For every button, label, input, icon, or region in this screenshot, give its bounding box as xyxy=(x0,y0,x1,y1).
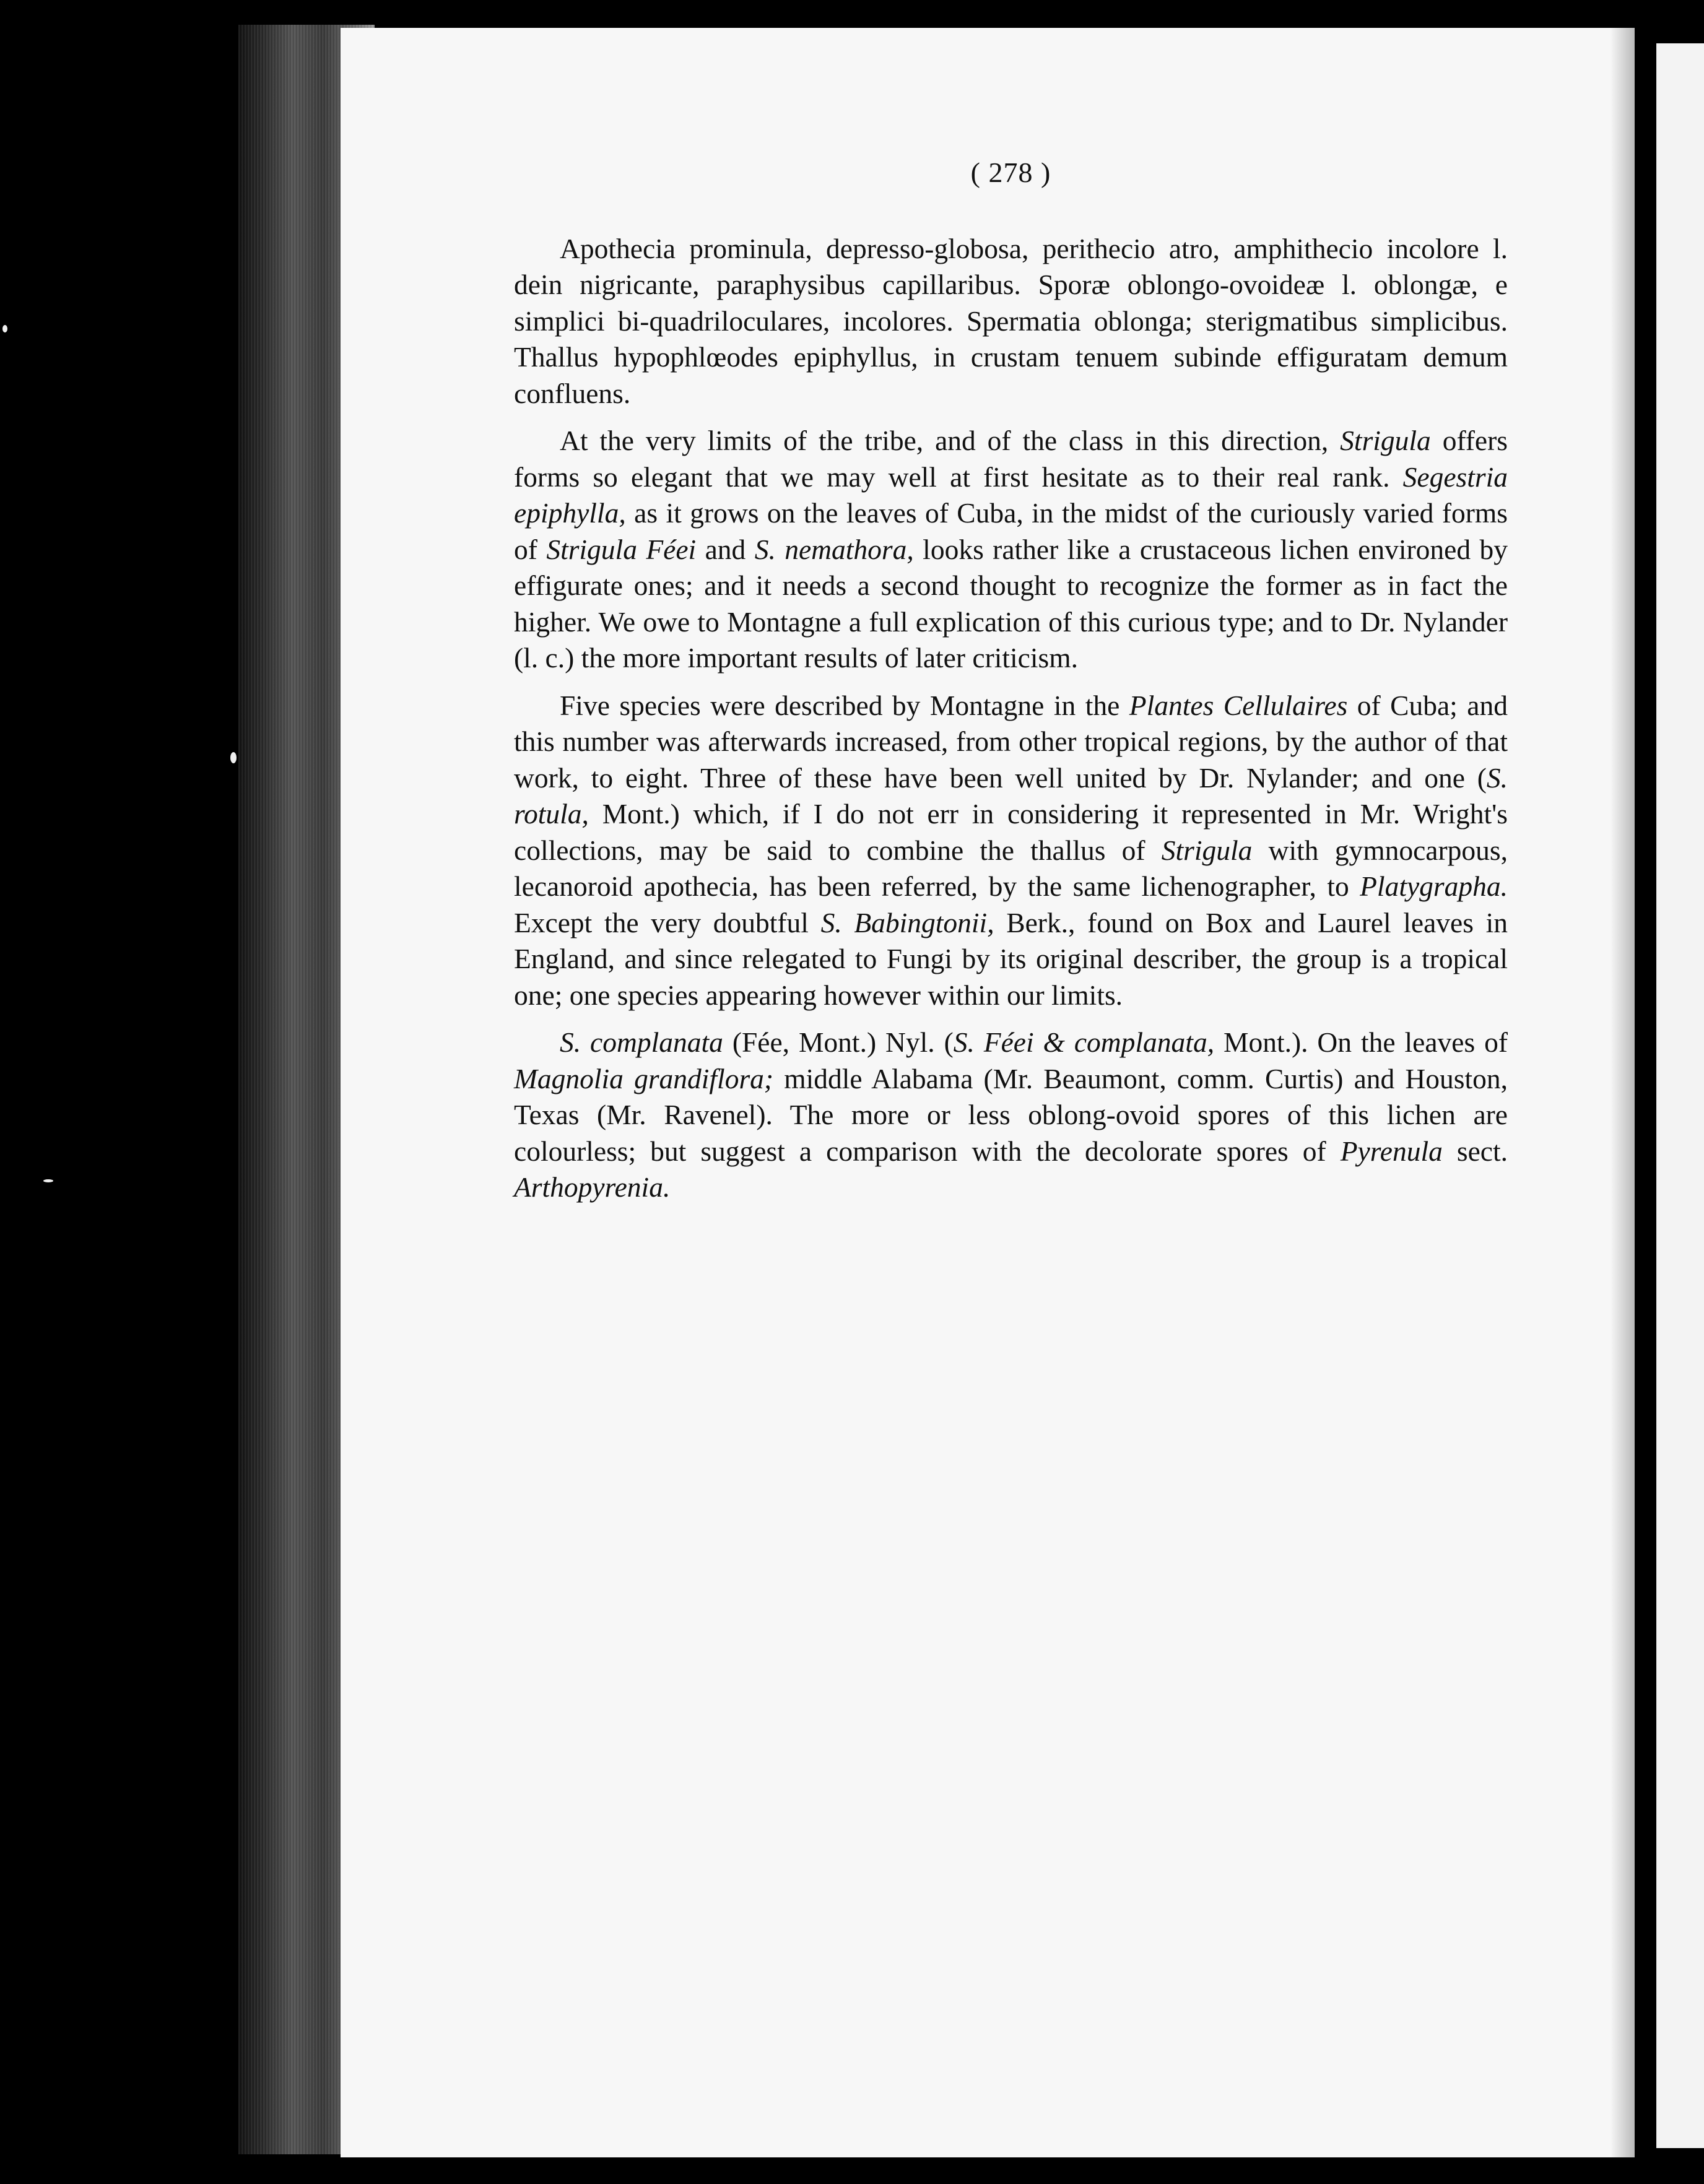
text-run: as it grows on the leaves of Cuba, in the midst of the curiously varied forms of xyxy=(514,497,1508,565)
text-run: middle Alabama (Mr. Beaumont, comm. Curtis) and Houston, Texas (Mr. Ravenel). The more or less oblong-ovoid spores of this lichen are colourless; but suggest a comparison with the decolorate spores of xyxy=(514,1062,1508,1167)
italic-text-run: Strigula xyxy=(1161,834,1253,866)
italic-text-run: S. complanata xyxy=(560,1026,723,1058)
italic-text-run: Plantes Cellulaires xyxy=(1129,689,1348,721)
italic-text-run: Strigula xyxy=(1340,425,1431,456)
italic-text-run: Platygrapha. xyxy=(1360,870,1508,902)
paragraph-s-complanata xyxy=(514,1025,1508,1206)
text-run: with gymnocarpous, lecanoroid apothecia, has been referred, by the same lichenographer, to xyxy=(514,834,1508,902)
page-text xyxy=(514,155,1508,1217)
text-run: offers forms so elegant that we may well at first hesitate as to their real rank. xyxy=(514,425,1508,493)
scan-speck xyxy=(230,752,237,763)
text-run: Apothecia prominula, depresso-globosa, perithecio atro, amphithecio incolore l. dein nigricante, paraphysibus capillaribus. Sporæ oblongo-ovoideæ l. oblongæ, e simplici bi-quadriloculares, incolores. Spermatia oblonga; sterigmatibus simplicibus. Thallus hypophlœodes epiphyllus, in crustam tenuem subinde effiguratam demum confluens. xyxy=(514,232,1508,409)
text-run: looks rather like a crustaceous lichen environed by effigurate ones; and it needs a second thought to recognize the former as in fact the higher. We owe to Montagne a full explication of this curious type; and to Dr. Nylander (l. c.) the more important results of later criticism. xyxy=(514,533,1508,674)
text-run: Five species were described by Montagne in the xyxy=(560,689,1129,721)
italic-text-run: S. Féei & complanata, xyxy=(953,1026,1215,1058)
italic-text-run: Strigula Féei xyxy=(546,533,697,565)
paragraph-genus-description xyxy=(514,231,1508,412)
italic-text-run: Segestria epiphylla, xyxy=(514,461,1508,529)
page-gutter-shadow xyxy=(1610,28,1635,2157)
paragraph-species-history xyxy=(514,688,1508,1014)
italic-text-run: Pyrenula xyxy=(1340,1135,1443,1167)
page-number: ( 278 ) xyxy=(970,157,1051,188)
facing-page-edge xyxy=(1656,43,1704,2148)
text-run: At the very limits of the tribe, and of the class in this direction, xyxy=(560,425,1341,456)
text-run: of Cuba; and this number was afterwards increased, from other tropical regions, by the author of that work, to eight. Three of these have been well united by Dr. Nylander; and one ( xyxy=(514,689,1508,794)
text-run: (Fée, Mont.) Nyl. ( xyxy=(723,1026,954,1058)
paragraph-strigula-introduction xyxy=(514,423,1508,677)
italic-text-run: Arthopyrenia. xyxy=(514,1171,671,1203)
text-run: Berk., found on Box and Laurel leaves in England, and since relegated to Fungi by its original describer, the group is a tropical one; one species appearing however within our limits. xyxy=(514,906,1508,1011)
italic-text-run: Magnolia grandiflora; xyxy=(514,1062,774,1094)
text-run: Except the very doubtful xyxy=(514,906,821,938)
scan-speck xyxy=(2,325,7,332)
text-run: sect. xyxy=(1442,1135,1508,1167)
text-run: Mont.). On the leaves of xyxy=(1214,1026,1508,1058)
italic-text-run: S. Babingtonii, xyxy=(820,906,994,938)
italic-text-run: S. nemathora, xyxy=(754,533,914,565)
scan-speck xyxy=(43,1179,53,1182)
text-run: and xyxy=(696,533,755,565)
text-run: Mont.) which, if I do not err in considering it represented in Mr. Wright's collections, may be said to combine the thallus of xyxy=(514,798,1508,866)
italic-text-run: S. rotula, xyxy=(514,761,1508,830)
